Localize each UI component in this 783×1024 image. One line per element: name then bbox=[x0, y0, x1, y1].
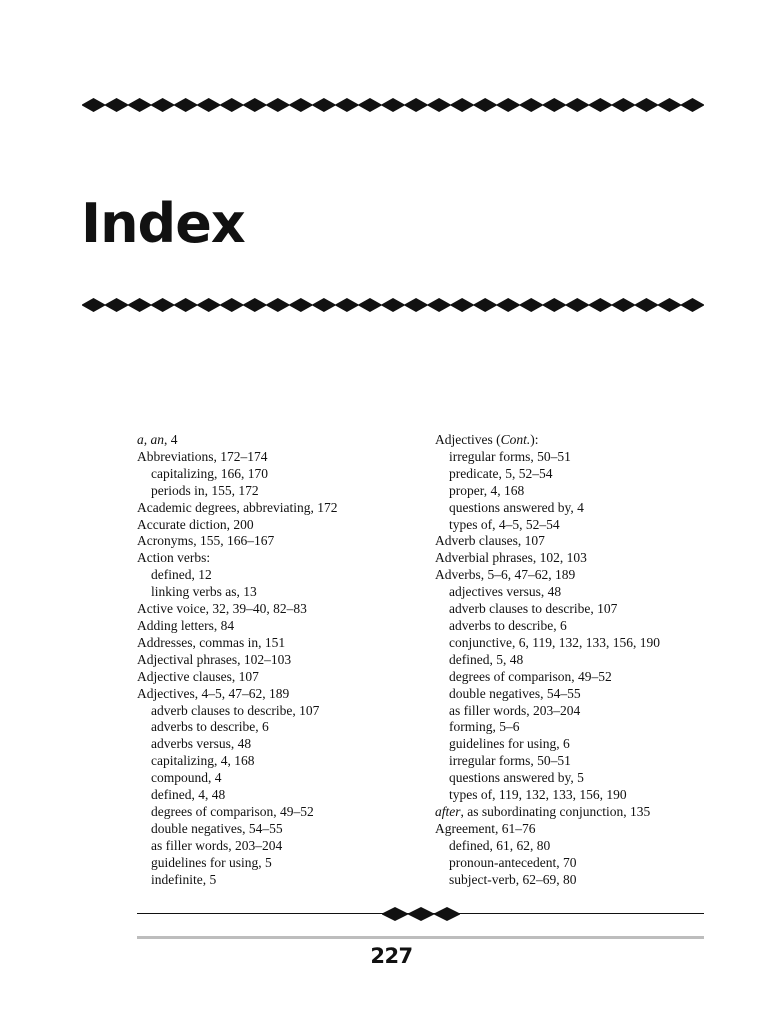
index-entry-text: degrees of comparison, 49–52 bbox=[449, 668, 612, 684]
footer-gray-rule bbox=[137, 936, 704, 939]
diamond-shape bbox=[127, 298, 152, 312]
index-subentry bbox=[435, 500, 725, 517]
index-subentry bbox=[435, 787, 725, 804]
index-entry-text: Action verbs: bbox=[137, 550, 211, 566]
page-number: 227 bbox=[370, 944, 413, 968]
index-entry-text: defined, 12 bbox=[151, 567, 212, 583]
footer-ornament-graphic bbox=[382, 906, 460, 922]
diamond-shape bbox=[433, 907, 460, 921]
diamond-shape bbox=[611, 298, 636, 312]
diamond-shape bbox=[542, 298, 567, 312]
diamond-shape bbox=[634, 98, 659, 112]
diamond-shape bbox=[288, 298, 313, 312]
diamond-shape bbox=[219, 298, 244, 312]
index-entry-text: , as subordinating conjunction, 135 bbox=[460, 803, 651, 819]
index-entry-text: proper, 4, 168 bbox=[449, 482, 525, 498]
index-entry-text: subject-verb, 62–69, 80 bbox=[449, 871, 577, 887]
index-subentry bbox=[137, 483, 417, 500]
index-entry-text: compound, 4 bbox=[151, 770, 222, 786]
index-subentry bbox=[435, 652, 725, 669]
index-entry-text: indefinite, 5 bbox=[151, 871, 217, 887]
index-subentry bbox=[435, 466, 725, 483]
index-subentry bbox=[137, 804, 417, 821]
index-entry-text: Active voice, 32, 39–40, 82–83 bbox=[137, 601, 307, 617]
index-entry-text: defined, 61, 62, 80 bbox=[449, 837, 551, 853]
diamond-shape bbox=[588, 98, 613, 112]
index-subentry bbox=[137, 821, 417, 838]
diamond-shape bbox=[404, 298, 429, 312]
diamond-shape bbox=[104, 298, 129, 312]
index-subentry bbox=[137, 719, 417, 736]
index-subentry bbox=[137, 567, 417, 584]
index-entry-text: as filler words, 203–204 bbox=[449, 702, 581, 718]
index-entry-text: Abbreviations, 172–174 bbox=[137, 448, 268, 464]
index-entry-text: pronoun-antecedent, 70 bbox=[449, 854, 577, 870]
index-subentry bbox=[137, 872, 417, 889]
index-subentry bbox=[435, 686, 725, 703]
diamond-shape bbox=[265, 298, 290, 312]
index-entry bbox=[435, 804, 725, 821]
diamond-shape bbox=[473, 298, 498, 312]
diamond-shape bbox=[150, 298, 175, 312]
index-entry-text: Acronyms, 155, 166–167 bbox=[137, 533, 275, 549]
diamond-shape bbox=[219, 98, 244, 112]
index-subentry bbox=[435, 770, 725, 787]
diamond-shape bbox=[82, 98, 106, 112]
index-column-left bbox=[137, 432, 417, 888]
index-subentry bbox=[435, 601, 725, 618]
index-entry bbox=[137, 652, 417, 669]
index-entry-text: double negatives, 54–55 bbox=[151, 820, 283, 836]
index-subentry bbox=[435, 838, 725, 855]
index-entry-text: Adverbial phrases, 102, 103 bbox=[435, 550, 587, 566]
index-entry-text: periods in, 155, 172 bbox=[151, 482, 259, 498]
index-entry-text: adverb clauses to describe, 107 bbox=[449, 601, 618, 617]
diamond-shape bbox=[265, 98, 290, 112]
index-entry-text: guidelines for using, 6 bbox=[449, 736, 570, 752]
index-entry bbox=[435, 550, 725, 567]
index-entry bbox=[137, 533, 417, 550]
index-entry-text: Academic degrees, abbreviating, 172 bbox=[137, 499, 338, 515]
index-entry-italic-term: a, an bbox=[137, 432, 164, 447]
index-entry bbox=[137, 669, 417, 686]
diamond-shape bbox=[173, 298, 198, 312]
index-entry bbox=[137, 635, 417, 652]
index-entry-text: types of, 119, 132, 133, 156, 190 bbox=[449, 787, 627, 803]
diamond-shape bbox=[357, 298, 382, 312]
diamond-shape bbox=[519, 298, 544, 312]
index-entry bbox=[137, 618, 417, 635]
index-entry-text: Adding letters, 84 bbox=[137, 617, 235, 633]
index-subentry bbox=[137, 703, 417, 720]
diamond-shape bbox=[473, 98, 498, 112]
index-subentry bbox=[435, 872, 725, 889]
index-entry bbox=[137, 449, 417, 466]
diamond-shape bbox=[565, 98, 590, 112]
index-entry bbox=[137, 432, 417, 449]
diamond-shape bbox=[634, 298, 659, 312]
diamond-shape bbox=[680, 298, 704, 312]
diamond-shape bbox=[311, 98, 336, 112]
index-entry bbox=[137, 550, 417, 567]
diamond-shape bbox=[565, 298, 590, 312]
index-entry-text: capitalizing, 4, 168 bbox=[151, 753, 255, 769]
index-subentry bbox=[435, 753, 725, 770]
index-entry-text: types of, 4–5, 52–54 bbox=[449, 516, 560, 532]
diamond-shape bbox=[380, 298, 405, 312]
index-entry-text: adverbs to describe, 6 bbox=[449, 617, 567, 633]
bottom-diamond-border bbox=[82, 297, 704, 313]
diamond-shape bbox=[657, 98, 682, 112]
index-entry-text: degrees of comparison, 49–52 bbox=[151, 803, 314, 819]
diamond-shape bbox=[407, 907, 435, 921]
index-subentry bbox=[137, 855, 417, 872]
diamond-shape bbox=[427, 298, 452, 312]
index-entry-text: Adjectives, 4–5, 47–62, 189 bbox=[137, 685, 290, 701]
diamond-shape bbox=[496, 298, 521, 312]
index-entry-text: ): bbox=[530, 432, 539, 447]
index-entry-text: Adverb clauses, 107 bbox=[435, 533, 545, 549]
index-entry-text: conjunctive, 6, 119, 132, 133, 156, 190 bbox=[449, 634, 660, 650]
diamond-shape bbox=[450, 98, 475, 112]
index-entry-text: capitalizing, 166, 170 bbox=[151, 465, 268, 481]
index-subentry bbox=[137, 584, 417, 601]
index-entry bbox=[435, 533, 725, 550]
index-entry-text: questions answered by, 4 bbox=[449, 499, 584, 515]
index-subentry bbox=[137, 736, 417, 753]
index-subentry bbox=[435, 483, 725, 500]
index-subentry bbox=[435, 703, 725, 720]
diamond-shape bbox=[82, 298, 106, 312]
index-subentry bbox=[435, 719, 725, 736]
index-entry bbox=[137, 517, 417, 534]
index-entry-text: Addresses, commas in, 151 bbox=[137, 634, 286, 650]
index-entry-text: double negatives, 54–55 bbox=[449, 685, 581, 701]
index-entry-text: defined, 5, 48 bbox=[449, 651, 524, 667]
index-entry-text: as filler words, 203–204 bbox=[151, 837, 283, 853]
index-entry bbox=[137, 601, 417, 618]
diamond-shape bbox=[288, 98, 313, 112]
diamond-shape bbox=[588, 298, 613, 312]
index-entry-text: Agreement, 61–76 bbox=[435, 820, 536, 836]
index-subentry bbox=[137, 466, 417, 483]
index-entry-text: irregular forms, 50–51 bbox=[449, 753, 571, 769]
index-subentry bbox=[137, 770, 417, 787]
index-subentry bbox=[435, 635, 725, 652]
diamond-shape bbox=[404, 98, 429, 112]
top-diamond-border-graphic bbox=[82, 97, 704, 113]
diamond-shape bbox=[496, 98, 521, 112]
diamond-shape bbox=[334, 298, 359, 312]
index-entry-text: adverbs versus, 48 bbox=[151, 736, 252, 752]
diamond-shape bbox=[104, 98, 129, 112]
top-diamond-border bbox=[82, 97, 704, 113]
index-subentry bbox=[435, 855, 725, 872]
index-subentry bbox=[435, 449, 725, 466]
diamond-shape bbox=[334, 98, 359, 112]
diamond-shape bbox=[380, 98, 405, 112]
index-entry-text: , 4 bbox=[164, 432, 178, 447]
diamond-shape bbox=[357, 98, 382, 112]
index-entry-text: predicate, 5, 52–54 bbox=[449, 465, 553, 481]
index-entry bbox=[435, 567, 725, 584]
diamond-shape bbox=[680, 98, 704, 112]
index-subentry bbox=[435, 736, 725, 753]
index-subentry bbox=[435, 584, 725, 601]
index-entry-text: Adverbs, 5–6, 47–62, 189 bbox=[435, 567, 576, 583]
diamond-shape bbox=[542, 98, 567, 112]
index-subentry bbox=[435, 669, 725, 686]
index-entry-text: Accurate diction, 200 bbox=[137, 516, 254, 532]
diamond-shape bbox=[519, 98, 544, 112]
index-entry bbox=[435, 821, 725, 838]
diamond-shape bbox=[242, 98, 267, 112]
index-entry-text: Adjectival phrases, 102–103 bbox=[137, 651, 292, 667]
diamond-shape bbox=[196, 298, 221, 312]
diamond-shape bbox=[196, 98, 221, 112]
index-entry-italic-term: Cont. bbox=[500, 432, 531, 447]
index-entry-text: linking verbs as, 13 bbox=[151, 584, 257, 600]
index-entry-text: questions answered by, 5 bbox=[449, 770, 584, 786]
index-subentry bbox=[435, 517, 725, 534]
footer-ornament bbox=[382, 906, 460, 922]
index-entry-text: irregular forms, 50–51 bbox=[449, 448, 571, 464]
diamond-shape bbox=[150, 98, 175, 112]
diamond-shape bbox=[382, 907, 409, 921]
diamond-shape bbox=[242, 298, 267, 312]
bottom-diamond-border-graphic bbox=[82, 297, 704, 313]
diamond-shape bbox=[173, 98, 198, 112]
page-title: Index bbox=[81, 192, 245, 255]
index-entry-text: adverb clauses to describe, 107 bbox=[151, 702, 320, 718]
index-column-right bbox=[435, 432, 725, 888]
diamond-shape bbox=[450, 298, 475, 312]
diamond-shape bbox=[127, 98, 152, 112]
index-entry-italic-term: after bbox=[435, 803, 461, 819]
diamond-shape bbox=[311, 298, 336, 312]
index-entry bbox=[137, 500, 417, 517]
index-entry-text: Adjective clauses, 107 bbox=[137, 668, 259, 684]
diamond-shape bbox=[427, 98, 452, 112]
index-entry-text: guidelines for using, 5 bbox=[151, 854, 272, 870]
index-entry-text: defined, 4, 48 bbox=[151, 787, 226, 803]
diamond-shape bbox=[611, 98, 636, 112]
index-entry bbox=[137, 686, 417, 703]
index-entry-text: adjectives versus, 48 bbox=[449, 584, 562, 600]
index-entry bbox=[435, 432, 725, 449]
index-subentry bbox=[435, 618, 725, 635]
index-entry-text: forming, 5–6 bbox=[449, 719, 520, 735]
index-subentry bbox=[137, 753, 417, 770]
index-subentry bbox=[137, 787, 417, 804]
index-subentry bbox=[137, 838, 417, 855]
index-entry-text: adverbs to describe, 6 bbox=[151, 719, 269, 735]
diamond-shape bbox=[657, 298, 682, 312]
index-entry-text: Adjectives ( bbox=[435, 432, 501, 447]
